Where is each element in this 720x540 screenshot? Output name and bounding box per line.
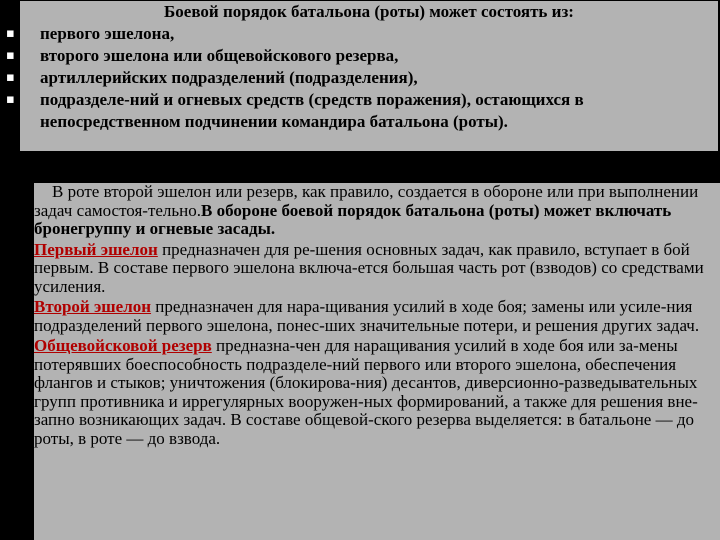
term-combined-reserve: Общевойсковой резерв [34,336,212,355]
term-first-echelon: Первый эшелон [34,239,158,259]
square-bullet-icon: ▪ [6,92,15,107]
paragraph-first-echelon [34,241,720,297]
list-item [6,45,718,67]
list-item [6,23,718,45]
square-bullet-icon: ▪ [6,26,15,41]
paragraph-text: предназна-чен для наращивания усилий в ходе боя или за-мены потерявших боеспособность подразделе-ний первого или второго эшелона, обеспечения флангов и стыков; уничтожения (блокирова-ния) десантов, диверсионно-разведывательных групп противника и иррегулярных вооружен-ных формирований, а также для решения вне-запно возникающих задач. В составе общевой-ского резерва выделяется: в батальоне — до роты, в роте — до взвода. [34,336,698,448]
paragraph-second-echelon [34,298,720,335]
term-second-echelon: Второй эшелон [34,297,152,316]
list-item-text: второго эшелона или общевойскового резерва, [40,46,399,65]
paragraph-reserve [34,183,720,239]
square-bullet-icon: ▪ [6,70,15,85]
list-item-text: первого эшелона, [40,24,175,43]
list-item [6,89,718,133]
list-item-text: подразделе-ний и огневых средств (средств поражения), остающихся в непосредственном подчинении командира батальона (роты). [40,90,584,131]
description-block [34,183,720,540]
list-item-text: артиллерийских подразделений (подразделения), [40,68,418,87]
composition-title: Боевой порядок батальона (роты) может состоять из: [164,2,574,21]
paragraph-text: предназначен для нара-щивания усилий в ходе боя; замены или усиле-ния подразделений первого эшелона, понес-ших значительные потери, и решения других задач. [34,297,700,335]
list-item [6,67,718,89]
square-bullet-icon: ▪ [6,48,15,63]
composition-list [6,23,718,133]
paragraph-text: предназначен для ре-шения основных задач, как правило, вступает в бой первым. В составе первого эшелона включа-ется большая часть рот (взводов) со средствами усиления. [34,239,704,296]
paragraph-bold-text: В обороне боевой порядок батальона (роты) может включать бронегруппу и огневые засады. [34,200,672,238]
paragraph-combined-reserve [34,337,720,448]
composition-block [6,1,718,151]
paragraph-text: В роте второй эшелон или резерв, как правило, создается в обороне или при выполнении задач самостоя-тельно. [34,182,699,220]
